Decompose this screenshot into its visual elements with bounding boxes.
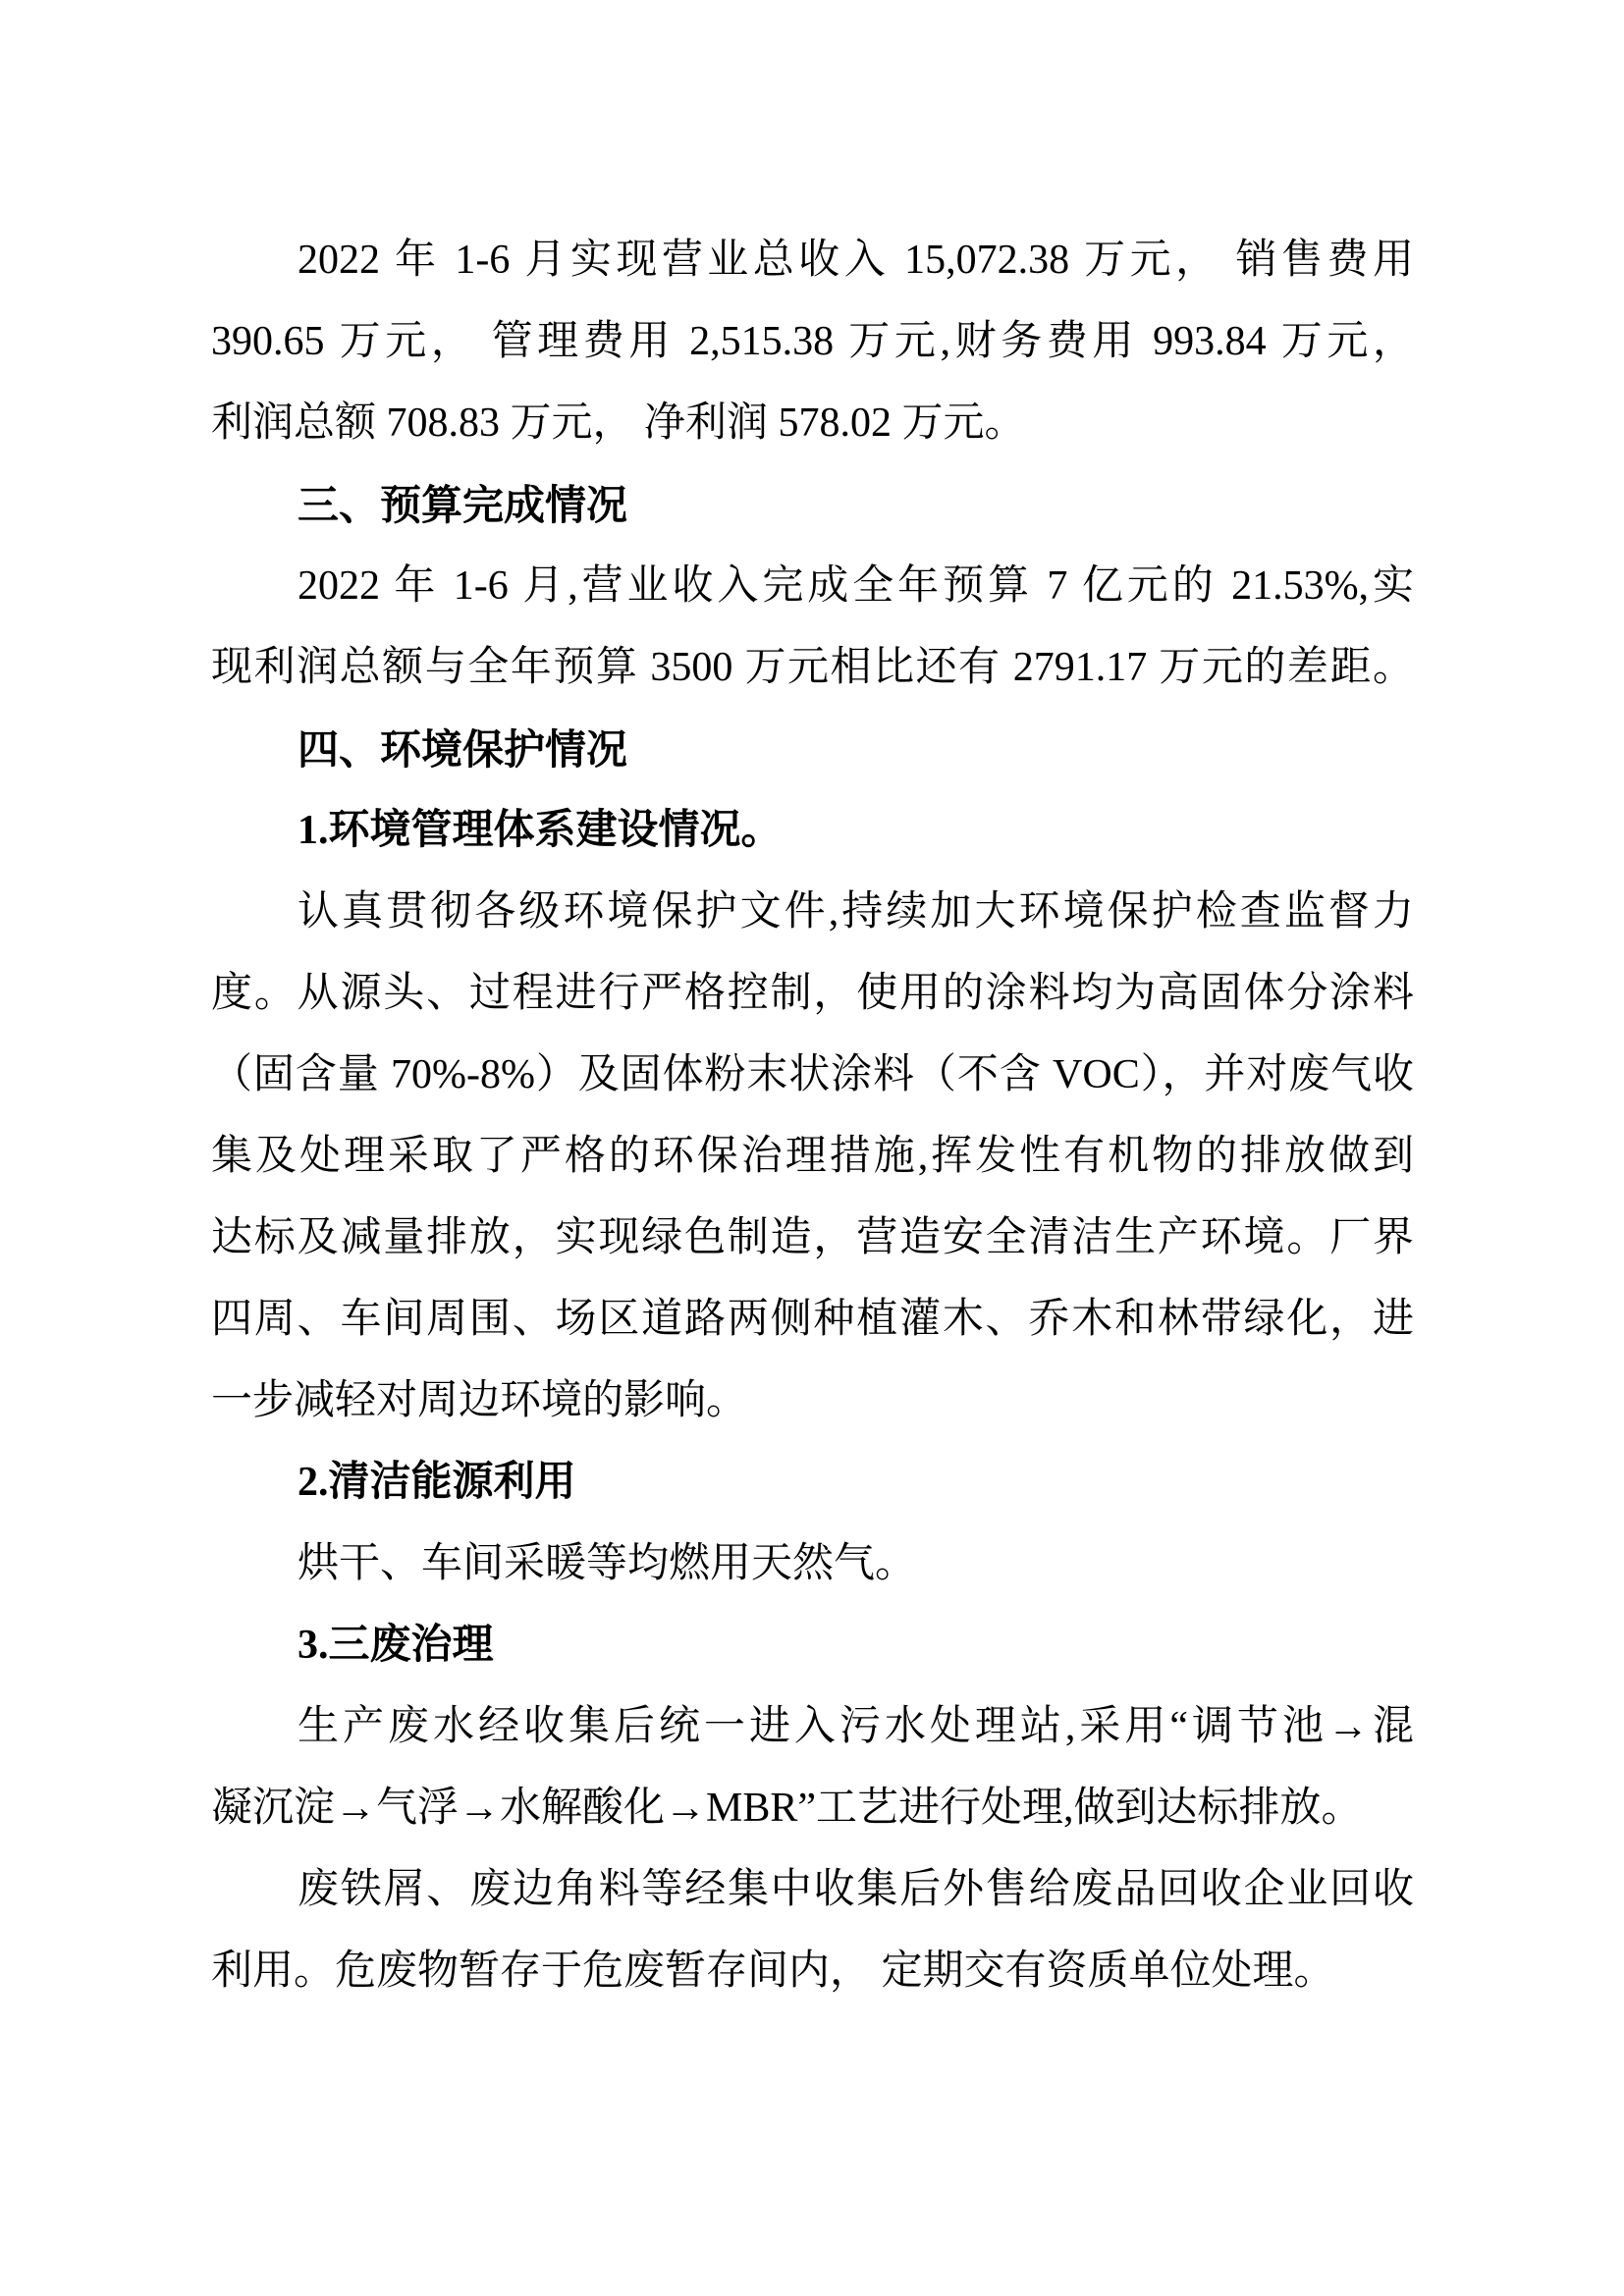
section-heading: 三、预算完成情况 [298,482,628,528]
text-line: 利用。危废物暂存于危废暂存间内， 定期交有资质单位处理。 [211,1949,1335,1994]
subsection-heading: 3.三废治理 [298,1623,494,1668]
document-content [211,220,1414,2012]
text-line: 达标及减量排放，实现绿色制造，营造安全清洁生产环境。厂界 [211,1215,1414,1260]
subsection-heading: 2.清洁能源利用 [298,1460,576,1505]
text-line: 集及处理采取了严格的环保治理措施,挥发性有机物的排放做到 [211,1134,1414,1179]
text-line: （固含量 70%-8%）及固体粉末状涂料（不含 VOC），并对废气收 [211,1052,1414,1097]
subsection-heading: 1.环境管理体系建设情况。 [298,808,783,853]
section-heading: 四、环境保护情况 [298,726,628,773]
text-line: 认真贯彻各级环境保护文件,持续加大环境保护检查监督力 [298,889,1414,934]
text-line: 一步减轻对周边环境的影响。 [211,1378,748,1423]
text-line: 烘干、车间采暖等均燃用天然气。 [298,1541,917,1586]
text-line: 生产废水经收集后统一进入污水处理站,采用“调节池→混 [298,1704,1414,1749]
text-line: 390.65 万元， 管理费用 2,515.38 万元,财务费用 993.84 万元， [211,319,1414,364]
text-line: 废铁屑、废边角料等经集中收集后外售给废品回收企业回收 [298,1867,1414,1912]
text-line: 四周、车间周围、场区道路两侧种植灌木、乔木和林带绿化，进 [211,1297,1414,1342]
text-line: 度。从源头、过程进行严格控制，使用的涂料均为高固体分涂料 [211,971,1414,1016]
text-line: 2022 年 1-6 月实现营业总收入 15,072.38 万元， 销售费用 [298,238,1414,283]
text-line: 2022 年 1-6 月,营业收入完成全年预算 7 亿元的 21.53%,实 [298,563,1414,609]
text-line: 现利润总额与全年预算 3500 万元相比还有 2791.17 万元的差距。 [211,645,1414,690]
text-line: 利润总额 708.83 万元， 净利润 578.02 万元。 [211,400,1026,446]
text-line: 凝沉淀→气浮→水解酸化→MBR”工艺进行处理,做到达标排放。 [211,1786,1363,1831]
